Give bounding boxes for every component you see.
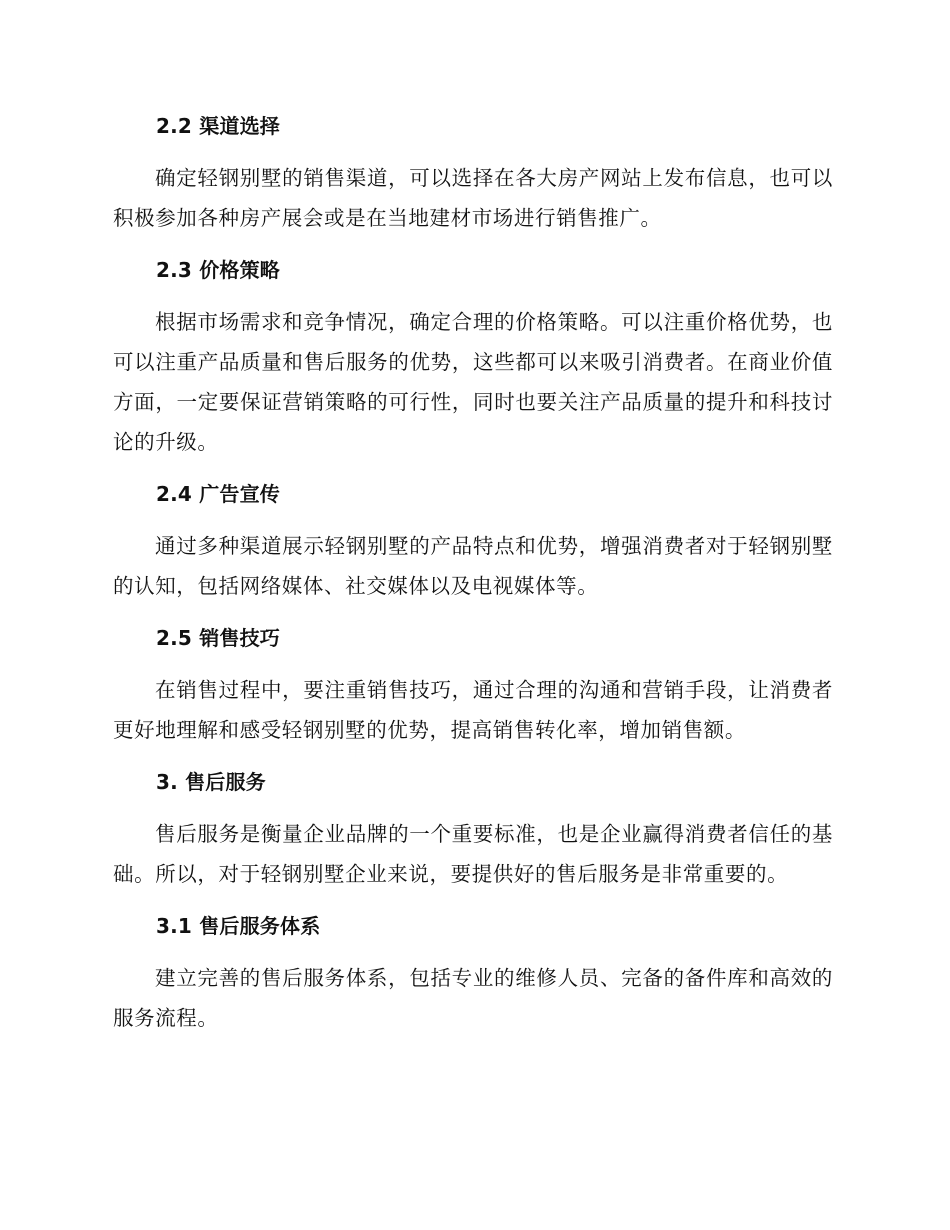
section-heading: 2.3 价格策略	[156, 258, 280, 282]
section-paragraph: 建立完善的售后服务体系，包括专业的维修人员、完备的备件库和高效的服务流程。	[113, 966, 833, 1030]
section-heading: 2.4 广告宣传	[156, 482, 280, 506]
section-heading: 2.2 渠道选择	[156, 114, 280, 138]
section-paragraph: 确定轻钢别墅的销售渠道，可以选择在各大房产网站上发布信息，也可以积极参加各种房产展会或是在当地建材市场进行销售推广。	[113, 166, 833, 230]
section-heading: 2.5 销售技巧	[156, 626, 280, 650]
document-body	[113, 110, 833, 1054]
section-heading: 3.1 售后服务体系	[156, 914, 321, 938]
section-paragraph: 售后服务是衡量企业品牌的一个重要标准，也是企业赢得消费者信任的基础。所以，对于轻钢别墅企业来说，要提供好的售后服务是非常重要的。	[113, 822, 833, 886]
section-paragraph: 在销售过程中，要注重销售技巧，通过合理的沟通和营销手段，让消费者更好地理解和感受轻钢别墅的优势，提高销售转化率，增加销售额。	[113, 678, 833, 742]
section-paragraph: 通过多种渠道展示轻钢别墅的产品特点和优势，增强消费者对于轻钢别墅的认知，包括网络媒体、社交媒体以及电视媒体等。	[113, 534, 833, 598]
section-heading: 3. 售后服务	[156, 770, 266, 794]
section-paragraph: 根据市场需求和竞争情况，确定合理的价格策略。可以注重价格优势，也可以注重产品质量和售后服务的优势，这些都可以来吸引消费者。在商业价值方面，一定要保证营销策略的可行性，同时也要关注产品质量的提升和科技讨论的升级。	[113, 310, 833, 454]
